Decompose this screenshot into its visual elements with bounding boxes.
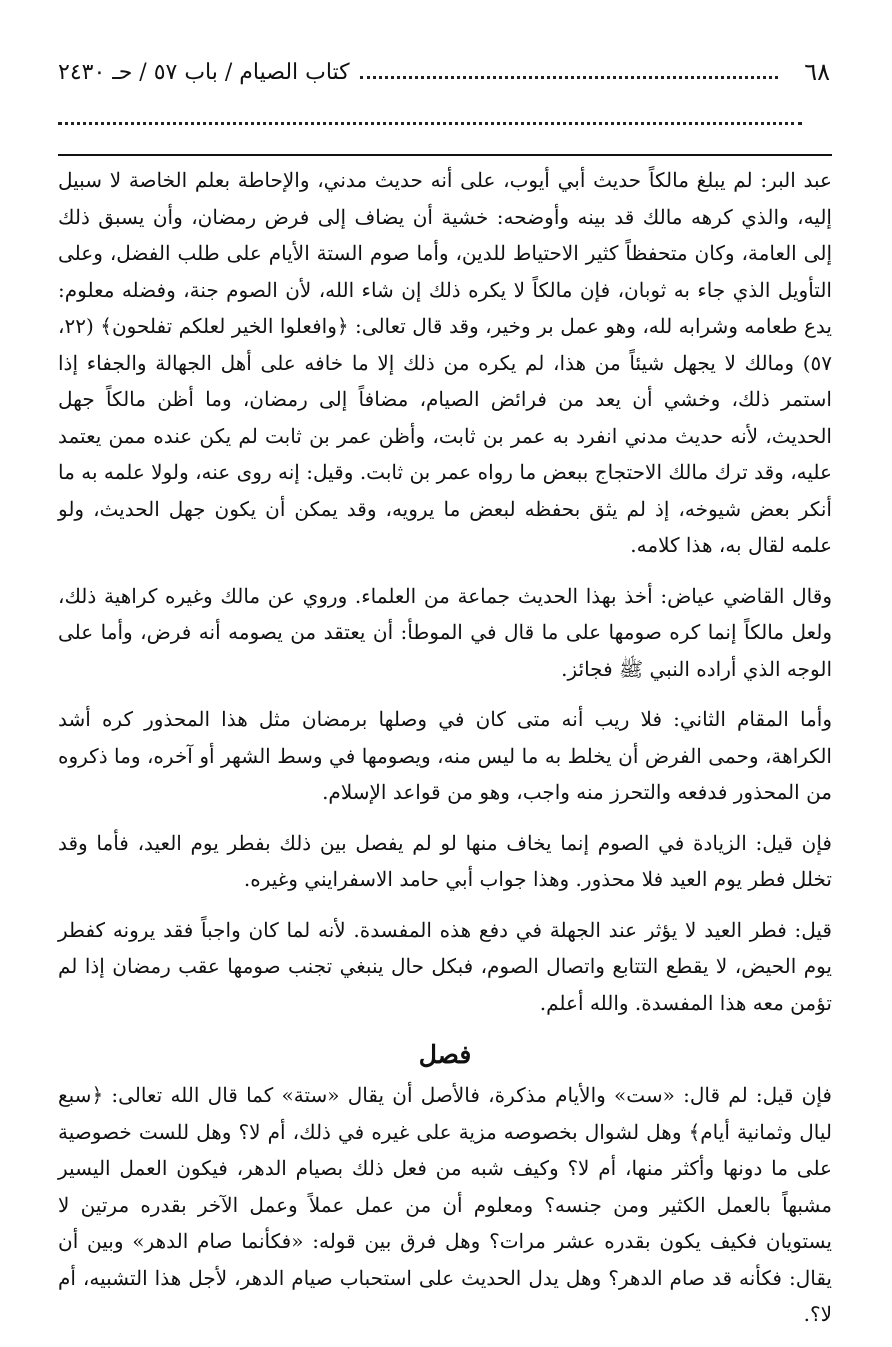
section-heading: فصل [418,1040,472,1069]
running-title: كتاب الصيام / باب ٥٧ / حـ ٢٤٣٠ [58,59,350,85]
paragraph-4: فإن قيل: الزيادة في الصوم إنما يخاف منها لو لم يفصل بين ذلك بفطر يوم العيد، فأما وقد تخلل فطر يوم العيد فلا محذور. وهذا جواب أبي حامد الاسفرايني وغيره. [58,830,832,891]
paragraph-3: وأما المقام الثاني: فلا ريب أنه متى كان في وصلها برمضان مثل هذا المحذور كره أشد الكراهة، وحمى الفرض أن يخلط به ما ليس منه، ويصومها في وسط الشهر أو آخره، وما ذكروه من المحذور فدفعه والتحرز منه واجب، وهو من قواعد الإسلام. [58,707,832,804]
header-dotted-leader [360,76,779,79]
paragraph-1: عبد البر: لم يبلغ مالكاً حديث أبي أيوب، على أنه حديث مدني، والإحاطة بعلم الخاصة لا سبيل إليه، والذي كرهه مالك قد بينه وأوضحه: خشية أن يضاف إلى فرض رمضان، وأن يسبق ذلك إلى العامة، وكان متحفظاً كثير الاحتياط للدين، وأما صوم الستة الأيام على طلب الفضل، وعلى التأويل الذي جاء به ثوبان، فإن مالكاً لا يكره ذلك إن شاء الله، لأن الصوم جنة، وفضله معلوم: يدع طعامه وشرابه لله، وهو عمل بر وخير، وقد قال تعالى: ﴿وافعلوا الخير لعلكم تفلحون﴾ (٢٢، ٥٧) ومالك لا يجهل شيئاً من هذا، لم يكره من ذلك إلا ما خافه على أهل الجهالة والجفاء إذا استمر ذلك، وخشي أن يعد من فرائض الصيام، مضافاً إلى رمضان، وما أظن مالكاً جهل الحديث، لأنه حديث مدني انفرد به عمر بن ثابت، وأظن عمر بن ثابت لم يكن عنده ممن يعتمد عليه، وقد ترك مالك الاحتجاج ببعض ما رواه عمر بن ثابت. وقيل: إنه روى عنه، ولولا علمه به ما أنكر بعض شيوخه، إذ لم يثق بحفظه لبعض ما يرويه، وقد يمكن أن يكون جهل الحديث، ولو علمه لقال به، هذا كلامه. [58,168,832,557]
page-number: ٦٨ [804,58,830,86]
dotted-separator [58,122,802,125]
section-paragraph: فإن قيل: لم قال: «ست» والأيام مذكرة، فالأصل أن يقال «ستة» كما قال الله تعالى: ﴿سبع ليال وثمانية أيام﴾ وهل لشوال بخصوصه مزية على غيره في ذلك، أم لا؟ وهل للست خصوصية على ما دونها وأكثر منها، أم لا؟ وكيف شبه من فعل ذلك بصيام الدهر، فيكون العمل اليسير مشبهاً بالعمل الكثير ومن جنسه؟ ومعلوم أن من عمل عملاً وعمل الآخر بقدره مرتين لا يستويان فكيف يكون بقدره عشر مرات؟ وهل فرق بين قوله: «فكأنما صام الدهر» وبين أن يقال: فكأنه قد صام الدهر؟ وهل يدل الحديث على استحباب صيام الدهر، لأجل هذا التشبيه، أم لا؟. [58,1083,832,1326]
page-header [58,52,830,92]
paragraph-2: وقال القاضي عياض: أخذ بهذا الحديث جماعة من العلماء. وروي عن مالك وغيره كراهية ذلك، ولعل مالكاً إنما كره صومها على ما قال في الموطأ: أن يعتقد من يصومه أنه فرض، وأما على الوجه الذي أراده النبي ﷺ فجائز. [58,583,832,681]
page-body [58,162,832,1347]
header-rule [58,154,832,156]
paragraph-5: قيل: فطر العيد لا يؤثر عند الجهلة في دفع هذه المفسدة. لأنه لما كان واجباً فقد يرونه كفطر يوم الحيض، لا يقطع التتابع واتصال الصوم، فبكل حال ينبغي تجنب صومها عقب رمضان إذا لم تؤمن معه هذا المفسدة. والله أعلم. [58,917,832,1015]
